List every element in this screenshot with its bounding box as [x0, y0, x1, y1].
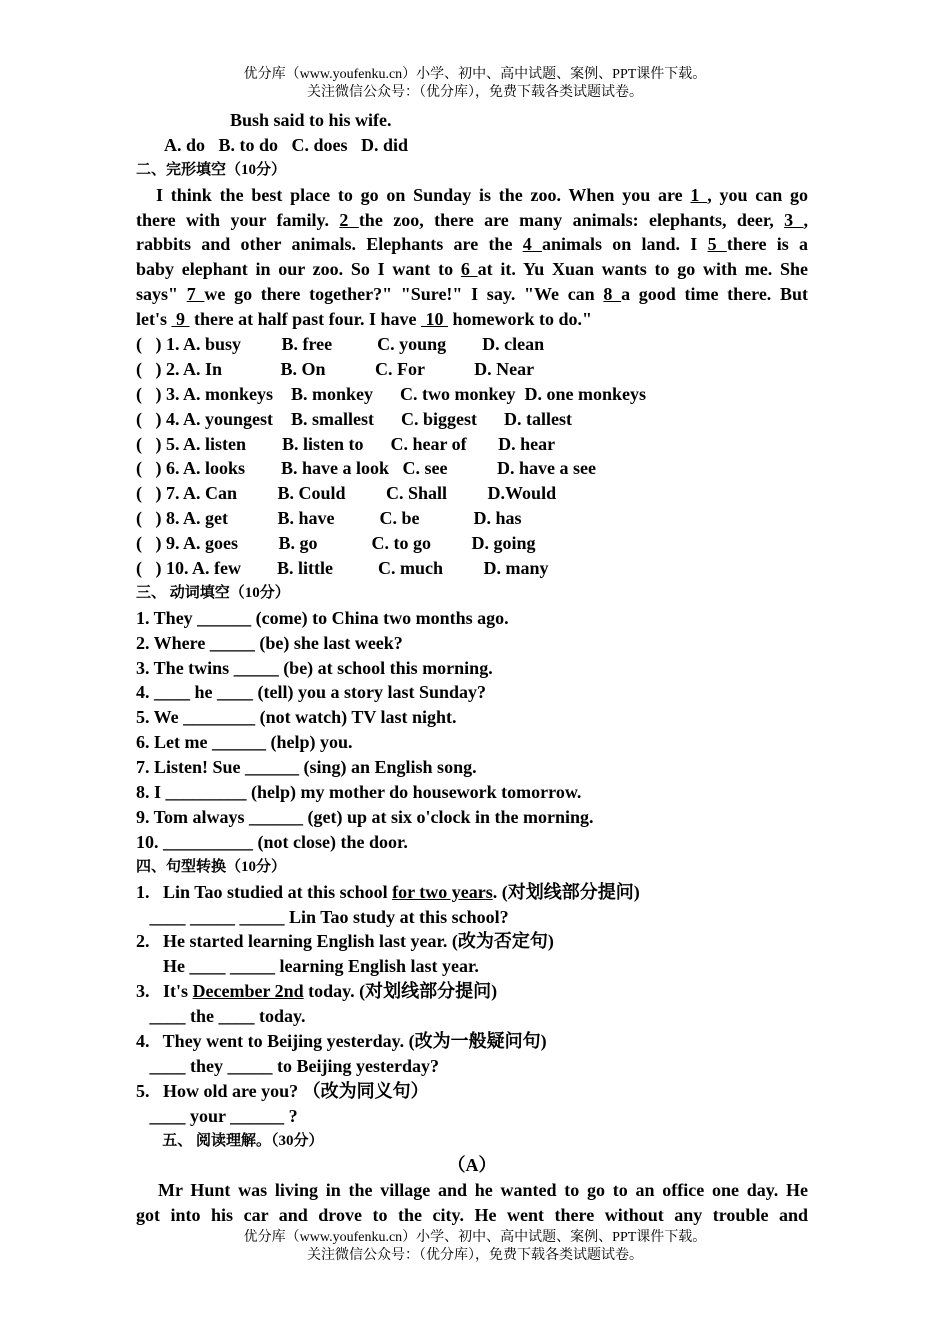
intro-line: Bush said to his wife.: [230, 110, 392, 130]
cloze-question-2: ( ) 2. A. In B. On C. For D. Near: [136, 358, 535, 379]
cloze-question-9: ( ) 9. A. goes B. go C. to go D. going: [136, 533, 536, 554]
passage-text: homework to do.": [448, 309, 593, 330]
reading-title: 五、 阅读理解。（30分）: [136, 1132, 324, 1149]
transform-item-2: 2. He started learning English last year. (改为否定句): [136, 931, 554, 952]
footer-line-2: 关注微信公众号：（优分库），免费下载各类试题试卷。: [307, 1248, 643, 1263]
underlined-phrase: for two years: [392, 881, 493, 902]
blank-9: 9: [171, 309, 190, 330]
passage-text: says": [136, 284, 187, 305]
blank-8: 8: [603, 284, 622, 305]
blank-1: 1: [690, 184, 708, 205]
passage-text: ,: [803, 209, 809, 230]
blank-5: 5: [707, 234, 727, 255]
footer-line-1: 优分库（www.youfenku.cn）小学、初中、高中试题、案例、PPT课件下载。: [243, 1230, 707, 1245]
passage-text: let's: [136, 309, 172, 330]
verb-item-5: 5. We ________ (not watch) TV last night.: [136, 707, 457, 728]
transform-title: 四、句型转换（10分）: [136, 858, 287, 875]
verb-item-7: 7. Listen! Sue ______ (sing) an English song.: [136, 757, 477, 778]
item-text: 3. It's: [136, 981, 193, 1002]
item-text: . (对划线部分提问): [492, 881, 640, 902]
passage-text: I think the best place to go on Sunday is the zoo. When you are: [156, 184, 691, 205]
blank-2: 2: [339, 209, 359, 230]
transform-item-3: [136, 979, 808, 1004]
passage-text: there is a: [726, 234, 809, 255]
cloze-question-8: ( ) 8. A. get B. have C. be D. has: [136, 508, 522, 529]
cloze-passage-line: [136, 208, 808, 233]
cloze-passage-line: [136, 257, 808, 282]
transform-item-1: [136, 880, 808, 905]
verb-item-6: 6. Let me ______ (help) you.: [136, 732, 353, 753]
item-text: today. (对划线部分提问): [303, 981, 498, 1002]
passage-text: rabbits and other animals. Elephants are the: [136, 234, 523, 255]
blank-10: 10: [421, 309, 449, 330]
cloze-question-10: ( ) 10. A. few B. little C. much D. many: [136, 558, 549, 579]
passage-text: there at half past four. I have: [189, 309, 422, 330]
verb-item-1: 1. They ______ (come) to China two months ago.: [136, 607, 509, 628]
transform-answer-2: He ____ _____ learning English last year.: [136, 956, 479, 977]
transform-answer-4: ____ they _____ to Beijing yesterday?: [136, 1055, 439, 1076]
transform-answer-3: ____ the ____ today.: [136, 1006, 306, 1027]
header-line-2: 关注微信公众号：（优分库），免费下载各类试题试卷。: [307, 85, 643, 100]
cloze-question-7: ( ) 7. A. Can B. Could C. Shall D.Would: [136, 483, 557, 504]
cloze-question-6: ( ) 6. A. looks B. have a look C. see D. have a see: [136, 458, 596, 479]
passage-text: we go there together?" "Sure!" I say. "We can: [204, 284, 604, 305]
cloze-passage-line: [136, 282, 808, 307]
cloze-question-1: ( ) 1. A. busy B. free C. young D. clean: [136, 334, 545, 355]
verb-item-4: 4. ____ he ____ (tell) you a story last Sunday?: [136, 682, 487, 703]
blank-7: 7: [186, 284, 205, 305]
transform-item-5: 5. How old are you? （改为同义句）: [136, 1080, 429, 1101]
page-footer: [0, 1229, 950, 1265]
intro-options: A. do B. to do C. does D. did: [164, 134, 409, 155]
passage-text: a good time there. But: [621, 284, 809, 305]
item-text: 1. Lin Tao studied at this school: [136, 881, 393, 902]
cloze-question-5: ( ) 5. A. listen B. listen to C. hear of D. hear: [136, 433, 556, 454]
reading-passage-line: Mr Hunt was living in the village and he wanted to go to an office one day. He: [158, 1180, 808, 1201]
verbs-title: 三、 动词填空（10分）: [136, 584, 290, 601]
passage-text: at it. Yu Xuan wants to go with me. She: [477, 259, 809, 280]
transform-answer-5: ____ your ______ ?: [136, 1105, 298, 1126]
underlined-phrase: December 2nd: [192, 981, 304, 1002]
passage-text: the zoo, there are many animals: elephants, deer,: [358, 209, 785, 230]
verb-item-2: 2. Where _____ (be) she last week?: [136, 632, 403, 653]
reading-passage-line: got into his car and drove to the city. He went there without any trouble and: [136, 1205, 808, 1226]
verb-item-8: 8. I _________ (help) my mother do housework tomorrow.: [136, 782, 582, 803]
verb-item-9: 9. Tom always ______ (get) up at six o'clock in the morning.: [136, 806, 594, 827]
passage-text: baby elephant in our zoo. So I want to: [136, 259, 461, 280]
transform-item-4: 4. They went to Beijing yesterday. (改为一般疑问句): [136, 1030, 547, 1051]
cloze-passage-line: [136, 307, 808, 332]
passage-text: there with your family.: [136, 209, 340, 230]
blank-4: 4: [522, 234, 542, 255]
verb-item-3: 3. The twins _____ (be) at school this morning.: [136, 657, 493, 678]
cloze-question-3: ( ) 3. A. monkeys B. monkey C. two monkey D. one monkeys: [136, 383, 647, 404]
passage-text: animals on land. I: [541, 234, 708, 255]
passage-text: , you can go: [707, 184, 809, 205]
transform-answer-1: ____ _____ _____ Lin Tao study at this school?: [136, 906, 509, 927]
cloze-question-4: ( ) 4. A. youngest B. smallest C. biggest D. tallest: [136, 408, 572, 429]
page-content: [136, 108, 808, 1228]
blank-6: 6: [460, 259, 478, 280]
page-header: [0, 66, 950, 102]
cloze-title: 二、完形填空（10分）: [136, 161, 287, 178]
header-line-1: 优分库（www.youfenku.cn）小学、初中、高中试题、案例、PPT课件下载。: [243, 67, 707, 82]
cloze-passage-line: [136, 232, 808, 257]
reading-section-a: （A）: [447, 1155, 497, 1176]
cloze-passage-line: [136, 183, 808, 208]
blank-3: 3: [784, 209, 804, 230]
verb-item-10: 10. __________ (not close) the door.: [136, 831, 408, 852]
